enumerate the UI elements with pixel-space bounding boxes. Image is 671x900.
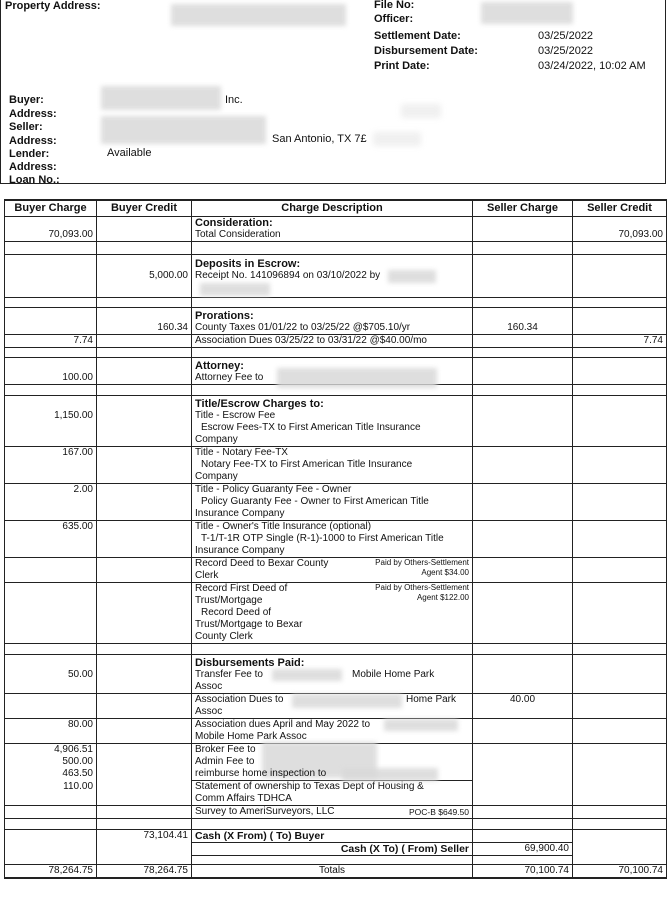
cell-buyer-credit: 160.34 xyxy=(97,322,192,335)
total-seller-credit: 70,100.74 xyxy=(573,865,667,879)
table-row xyxy=(5,521,667,558)
table-row xyxy=(5,484,667,521)
table-row xyxy=(5,229,667,242)
cell-buyer-charge: 167.00 xyxy=(5,447,97,484)
cell-buyer-charge: 635.00 xyxy=(5,521,97,558)
seller-label: Seller: xyxy=(9,121,43,133)
cell-description xyxy=(192,447,473,484)
receipt-text: Receipt No. 141096894 on 03/10/2022 by xyxy=(195,269,381,281)
cell-description xyxy=(192,410,473,447)
spacer-row xyxy=(5,856,667,865)
cash-seller-label: Cash (X To) ( From) Seller xyxy=(192,843,473,856)
header-section xyxy=(0,0,666,184)
table-row xyxy=(5,335,667,348)
cell-buyer-charge: 110.00 xyxy=(5,781,97,806)
cell-buyer-charge: 7.74 xyxy=(5,335,97,348)
desc-line: Insurance Company xyxy=(195,545,285,556)
spacer-row xyxy=(5,644,667,655)
paid-by-line: Agent $122.00 xyxy=(416,593,469,602)
officer-label: Officer: xyxy=(374,13,414,25)
buyer-suffix: Inc. xyxy=(225,94,243,106)
cell-description xyxy=(192,768,473,781)
print-date-label: Print Date: xyxy=(374,60,430,72)
desc-line: Association dues April and May 2022 to xyxy=(195,719,371,730)
table-header-row xyxy=(5,200,667,216)
property-address-label: Property Address: xyxy=(5,0,101,12)
redacted-buyer-name xyxy=(101,86,221,110)
total-buyer-credit: 78,264.75 xyxy=(97,865,192,879)
settlement-table xyxy=(4,199,667,879)
col-buyer-charge: Buyer Charge xyxy=(5,200,97,216)
redacted-file-no xyxy=(481,2,573,24)
table-row xyxy=(5,806,667,819)
desc-line: Record First Deed of xyxy=(195,583,288,594)
desc-line: Mobile Home Park Assoc xyxy=(195,731,307,742)
redacted-payee xyxy=(272,669,342,681)
total-seller-charge: 70,100.74 xyxy=(473,865,573,879)
paid-by-note xyxy=(375,558,469,578)
lender-address-label: Address: xyxy=(9,161,57,173)
cell-buyer-charge: 2.00 xyxy=(5,484,97,521)
cell-description: Total Consideration xyxy=(192,229,473,242)
desc-line: Policy Guaranty Fee - Owner to First American Title xyxy=(201,496,429,507)
redacted-zip xyxy=(373,132,421,146)
spacer-row xyxy=(5,298,667,308)
redacted-depositor xyxy=(388,270,436,283)
table-row xyxy=(5,558,667,583)
seller-address-partial: San Antonio, TX 7£ xyxy=(272,133,367,145)
total-buyer-charge: 78,264.75 xyxy=(5,865,97,879)
cell-description xyxy=(192,484,473,521)
buyer-label: Buyer: xyxy=(9,94,44,106)
desc-line: Escrow Fees-TX to First American Title Insurance xyxy=(201,422,421,433)
totals-label: Totals xyxy=(192,865,473,879)
section-row xyxy=(5,655,667,670)
section-attorney: Attorney: xyxy=(192,358,473,373)
section-row xyxy=(5,216,667,229)
cell-description xyxy=(192,372,473,385)
section-disbursements: Disbursements Paid: xyxy=(192,655,473,670)
desc-line: Assoc xyxy=(195,706,223,717)
cell-buyer-credit: 73,104.41 xyxy=(97,830,192,843)
print-date: 03/24/2022, 10:02 AM xyxy=(538,60,646,72)
desc-line: Association Dues to xyxy=(195,694,284,705)
desc-line: Notary Fee-TX to First American Title Insurance xyxy=(201,459,413,470)
disbursement-date-label: Disbursement Date: xyxy=(374,45,478,57)
cell-buyer-charge: 500.00 xyxy=(5,756,97,768)
table-row xyxy=(5,768,667,781)
col-buyer-credit: Buyer Credit xyxy=(97,200,192,216)
desc-line: Record Deed to Bexar County xyxy=(195,558,329,569)
section-title-escrow: Title/Escrow Charges to: xyxy=(192,396,473,411)
table-row xyxy=(5,270,667,298)
table-row xyxy=(5,372,667,385)
cell-description: Association Dues 03/25/22 to 03/31/22 @$40.00/mo xyxy=(192,335,473,348)
cell-description xyxy=(192,806,473,819)
table-row xyxy=(5,669,667,694)
desc-line: Comm Affairs TDHCA xyxy=(195,793,292,804)
cell-description xyxy=(192,521,473,558)
redacted-attorney xyxy=(277,368,437,388)
desc-line: Mobile Home Park xyxy=(352,669,435,680)
cell-description xyxy=(192,694,473,719)
section-consideration: Consideration: xyxy=(192,216,473,229)
desc-line: Title - Notary Fee-TX xyxy=(195,447,288,458)
desc-line: Company xyxy=(195,471,238,482)
section-prorations: Prorations: xyxy=(192,308,473,323)
redacted-payee xyxy=(384,719,458,731)
redacted-seller-name xyxy=(101,116,266,144)
desc-line: Broker Fee to xyxy=(195,744,256,755)
loan-no-label: Loan No.: xyxy=(9,174,60,186)
col-seller-credit: Seller Credit xyxy=(573,200,667,216)
cell-buyer-charge: 1,150.00 xyxy=(5,410,97,447)
spacer-row xyxy=(5,348,667,358)
desc-line: Insurance Company xyxy=(195,508,285,519)
redacted-mark xyxy=(401,104,441,118)
desc-line: T-1/T-1R OTP Single (R-1)-1000 to First American Title xyxy=(201,533,444,544)
desc-line: Assoc xyxy=(195,681,223,692)
table-row xyxy=(5,583,667,644)
redacted-depositor-2 xyxy=(200,283,270,296)
cell-seller-credit: 7.74 xyxy=(573,335,667,348)
paid-by-line: Paid by Others-Settlement xyxy=(375,583,469,592)
redacted-payee xyxy=(342,768,438,781)
cell-seller-credit: 70,093.00 xyxy=(573,229,667,242)
col-seller-charge: Seller Charge xyxy=(473,200,573,216)
cell-seller-charge: 160.34 xyxy=(473,322,573,335)
desc-line: County Clerk xyxy=(195,631,253,642)
desc-line: Trust/Mortgage xyxy=(195,595,263,606)
table-row xyxy=(5,694,667,719)
disbursement-date: 03/25/2022 xyxy=(538,45,594,57)
poc-note: POC-B $649.50 xyxy=(408,807,469,817)
section-row xyxy=(5,308,667,323)
desc-line: Statement of ownership to Texas Dept of Housing & xyxy=(195,781,424,792)
file-no-label: File No: xyxy=(374,0,415,11)
desc-line: Survey to AmeriSurveyors, LLC xyxy=(195,806,335,817)
desc-line: Title - Escrow Fee xyxy=(195,410,276,421)
cash-buyer-label: Cash (X From) ( To) Buyer xyxy=(192,830,473,843)
desc-line: Record Deed of xyxy=(201,607,272,618)
desc-line: Company xyxy=(195,434,238,445)
table-row xyxy=(5,781,667,806)
seller-address-label: Address: xyxy=(9,135,57,147)
cell-buyer-charge: 100.00 xyxy=(5,372,97,385)
desc-line: Clerk xyxy=(195,570,219,581)
cell-description xyxy=(192,558,473,583)
col-description: Charge Description xyxy=(192,200,473,216)
cell-buyer-charge: 50.00 xyxy=(5,669,97,694)
table-row xyxy=(5,830,667,843)
paid-by-note xyxy=(375,583,469,603)
cell-buyer-charge: 80.00 xyxy=(5,719,97,744)
attorney-fee-text: Attorney Fee to xyxy=(195,372,264,383)
spacer-row xyxy=(5,819,667,830)
desc-line: Title - Owner's Title Insurance (optional) xyxy=(195,521,372,532)
cell-description xyxy=(192,719,473,744)
table-row xyxy=(5,322,667,335)
desc-line: Home Park xyxy=(406,694,457,705)
table-row xyxy=(5,410,667,447)
paid-by-line: Paid by Others-Settlement xyxy=(375,558,469,567)
cell-description: County Taxes 01/01/22 to 03/25/22 @$705.10/yr xyxy=(192,322,473,335)
cell-description xyxy=(192,781,473,806)
cell-buyer-charge: 463.50 xyxy=(5,768,97,781)
redacted-payee xyxy=(292,694,402,708)
desc-line: reimburse home inspection to xyxy=(195,768,327,779)
section-row xyxy=(5,396,667,411)
cell-description: Admin Fee to xyxy=(192,756,473,768)
table-row xyxy=(5,744,667,757)
table-row xyxy=(5,843,667,856)
table-row xyxy=(5,447,667,484)
redacted-property-address xyxy=(171,4,346,26)
cell-buyer-charge: 4,906.51 xyxy=(5,744,97,757)
desc-line: Trust/Mortgage to Bexar xyxy=(195,619,303,630)
paid-by-line: Agent $34.00 xyxy=(421,568,469,577)
table-row xyxy=(5,719,667,744)
cell-seller-charge: 40.00 xyxy=(473,694,573,719)
cell-seller-charge: 69,900.40 xyxy=(473,843,573,856)
spacer-row xyxy=(5,241,667,254)
cell-description xyxy=(192,669,473,694)
cell-description xyxy=(192,744,473,757)
lender-value: Available xyxy=(107,147,152,159)
cell-description xyxy=(192,583,473,644)
buyer-address-label: Address: xyxy=(9,108,57,120)
settlement-date: 03/25/2022 xyxy=(538,30,594,42)
lender-label: Lender: xyxy=(9,148,50,160)
cell-buyer-charge: 70,093.00 xyxy=(5,229,97,242)
desc-line: Title - Policy Guaranty Fee - Owner xyxy=(195,484,352,495)
settlement-date-label: Settlement Date: xyxy=(374,30,461,42)
totals-row xyxy=(5,865,667,879)
cell-buyer-credit: 5,000.00 xyxy=(97,270,192,298)
section-deposits: Deposits in Escrow: xyxy=(192,254,473,270)
cell-description xyxy=(192,270,473,298)
section-row xyxy=(5,254,667,270)
desc-line: Transfer Fee to xyxy=(195,669,263,680)
